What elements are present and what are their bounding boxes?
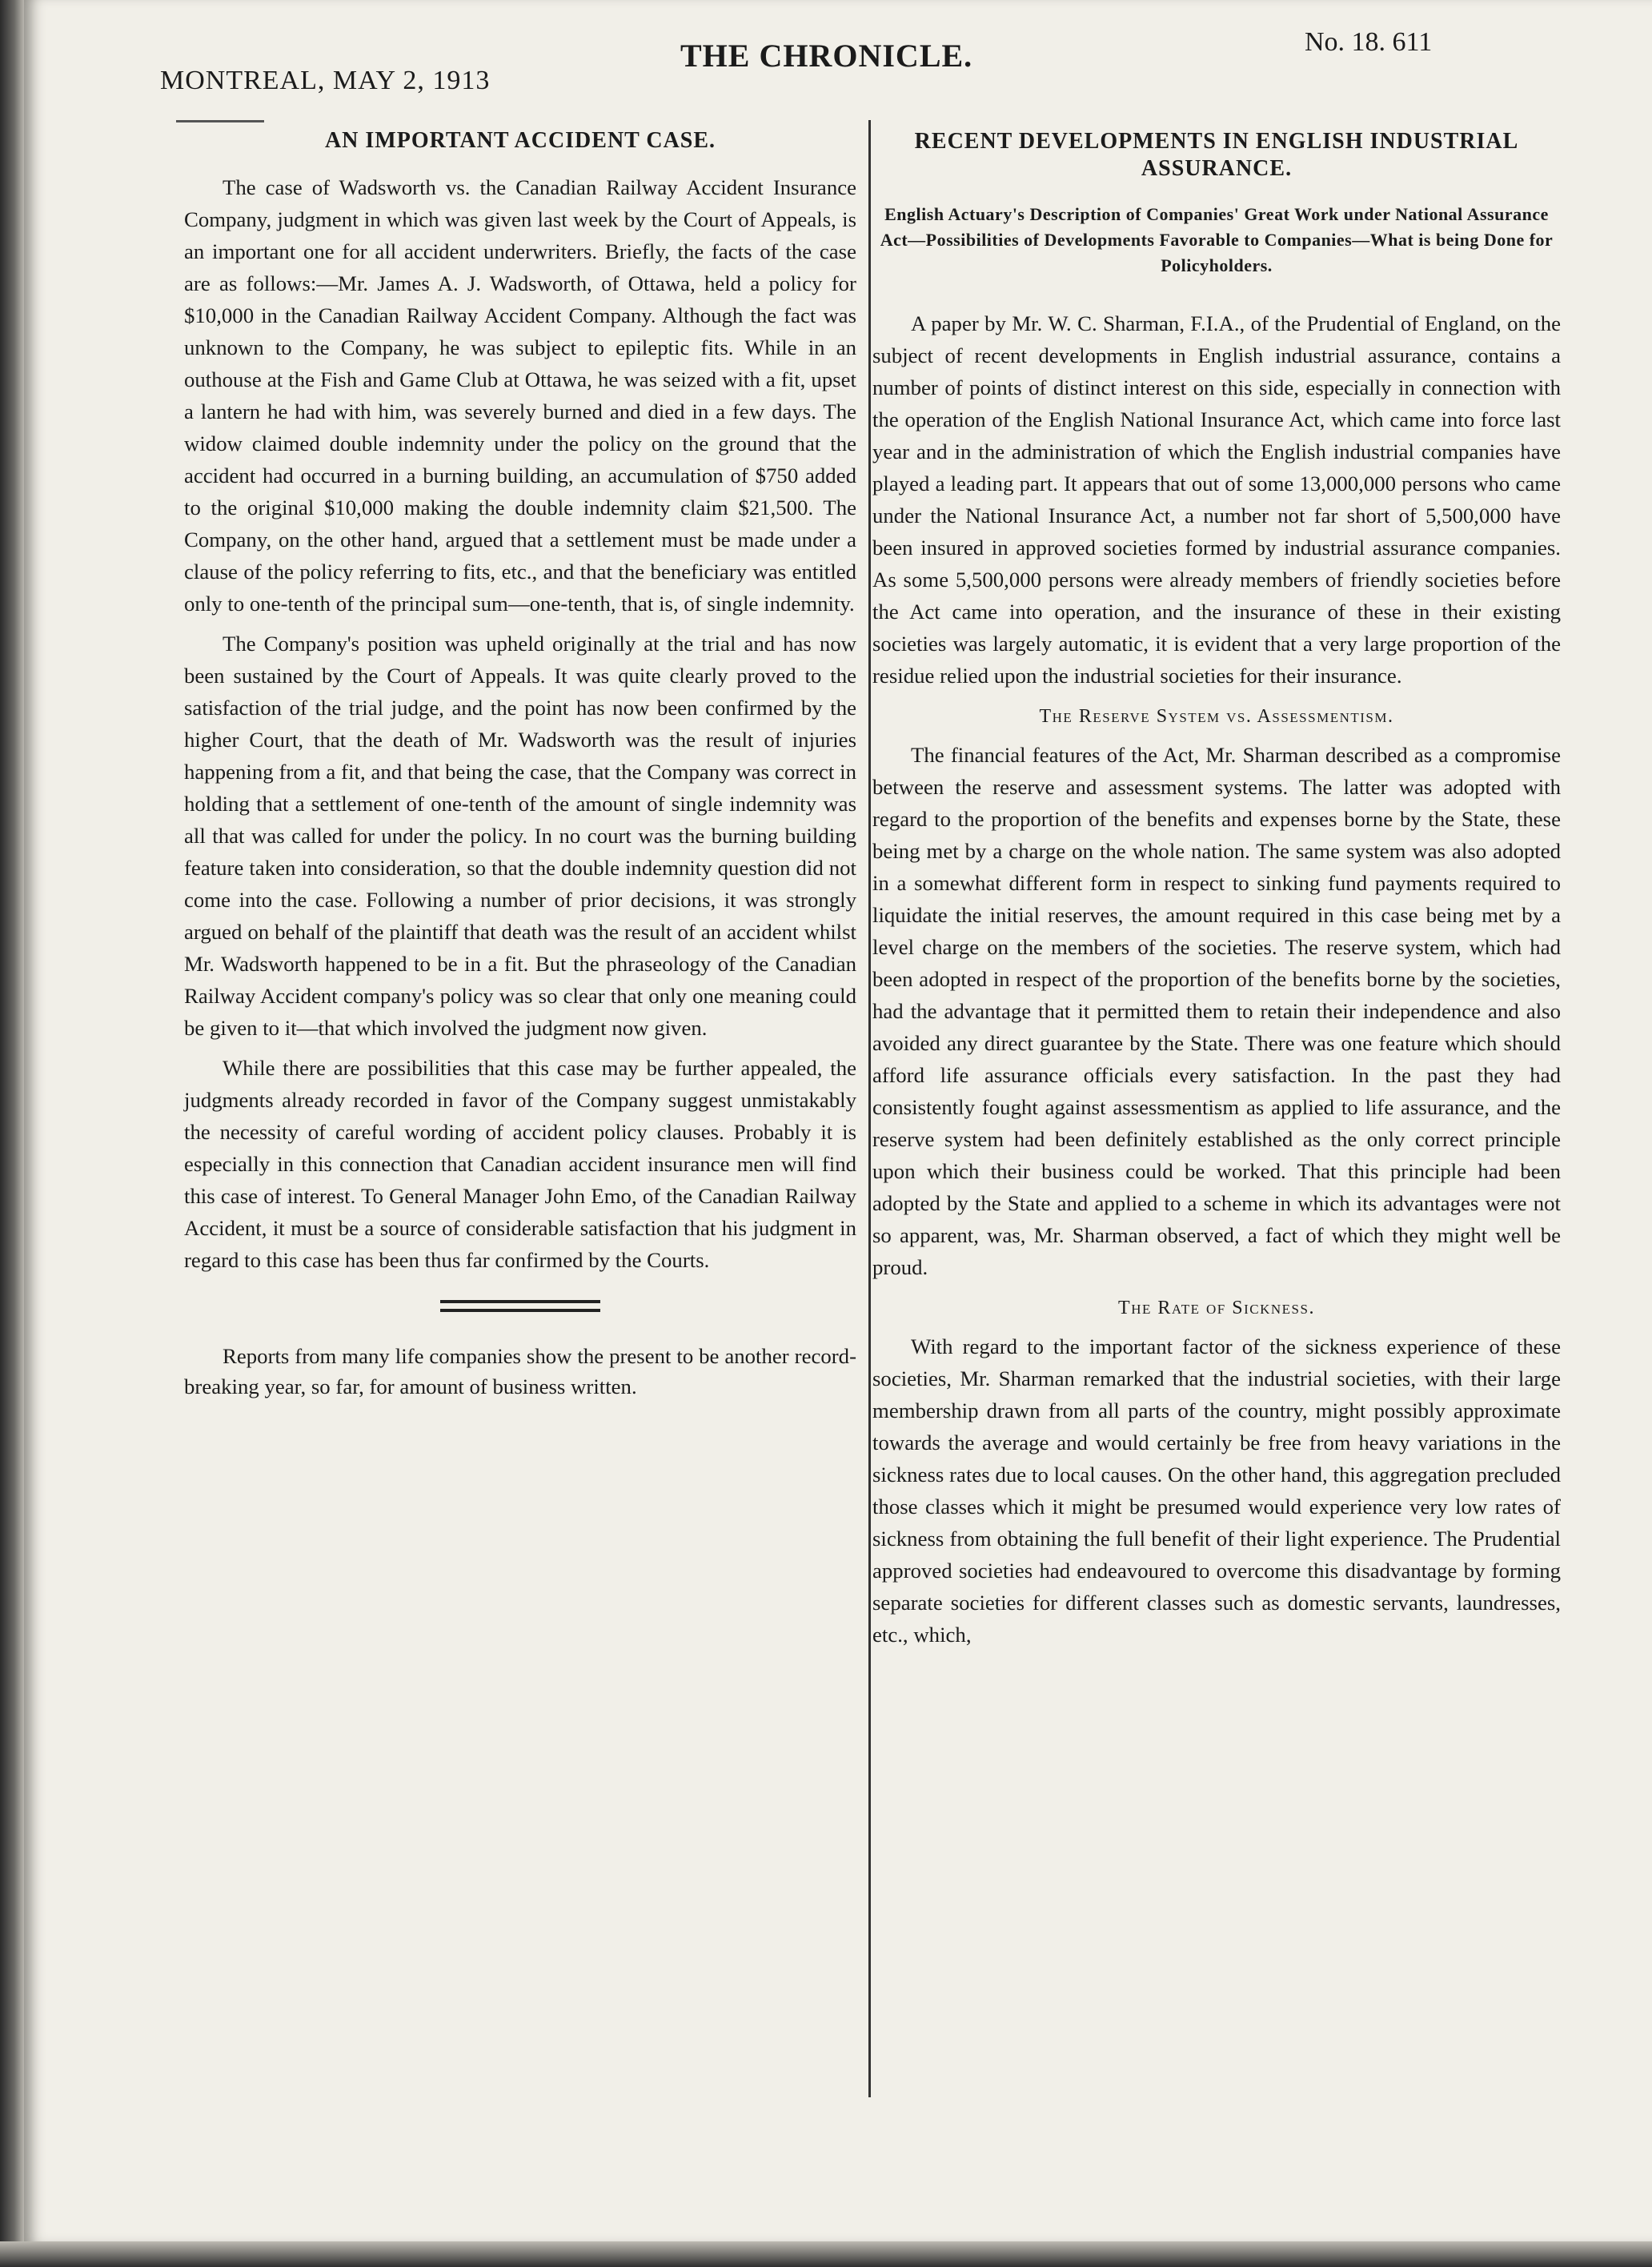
column-divider — [868, 120, 871, 2097]
right-section1-paragraph: The financial features of the Act, Mr. Sharman described as a compromise between the reserve and assessment systems. The latter was adopted with regard to the proportion of the benefits and expenses borne by the State, these being met by a charge on the whole nation. The same system was also adopted in a somewhat different form in respect to sinking fund payments required to liquidate the initial reserves, the amount required in this case being met by a level charge on the members of the societies. The reserve system, which had been adopted in respect of the proportion of the benefits borne by the societies, had the advantage that it permitted them to retain their independence and also avoided any direct guarantee by the State. There was one feature which should afford life assurance officials every satisfaction. In the past they had consistently fought against assessmentism as applied to life assurance, and the reserve system had been definitely established as the only correct principle upon which their business could be worked. That this principle had been adopted by the State and applied to a scheme in which its advantages were not so apparent, was, Mr. Sharman observed, a fact of which they might well be proud. — [872, 743, 1561, 1279]
newspaper-page — [24, 0, 1652, 2241]
right-section2-paragraph: With regard to the important factor of the sickness experience of these societies, Mr. Sharman remarked that the industrial societies, with their large membership drawn from all parts of the country, might possibly approximate towards the average and would certainly be free from heavy variations in the sickness rates due to local causes. On the other hand, this aggregation precluded those classes which it might be presumed would experience very low rates of sickness from obtaining the full benefit of their light experience. The Prudential approved societies had endeavoured to overcome this disadvantage by forming separate societies for different classes such as domestic servants, laundresses, etc., which, — [872, 1334, 1561, 1647]
scan-left-edge — [0, 0, 24, 2267]
double-rule-divider — [440, 1300, 600, 1312]
issue-page-number: No. 18. 611 — [1305, 27, 1433, 57]
right-article-title: RECENT DEVELOPMENTS IN ENGLISH INDUSTRIAL ASSURANCE. — [914, 129, 1519, 181]
section-head-rate-of-sickness: The Rate of Sickness. — [1118, 1298, 1315, 1318]
left-article-title: AN IMPORTANT ACCIDENT CASE. — [324, 128, 716, 153]
left-note: Reports from many life companies show the present to be another record-breaking year, so far, for amount of business written. — [184, 1344, 856, 1398]
scan-bottom-edge — [0, 2241, 1652, 2267]
right-article-subtitle: English Actuary's Description of Companies' Great Work under National Assurance Act—Possibilities of Developments Favorable to Companies—What is being Done for Policyholders. — [880, 204, 1554, 275]
left-paragraph-2: The Company's position was upheld originally at the trial and has now been sustained by the Court of Appeals. It was quite clearly proved to the satisfaction of the trial judge, and the point has now been confirmed by the higher Court, that the death of Mr. Wadsworth was the result of injuries happening from a fit, and that being the case, that the Company was correct in holding that a settlement of one-tenth of the amount of single indemnity was all that was called for under the policy. In no court was the burning building feature taken into consideration, so that the double indemnity question did not come into the case. Following a number of prior decisions, it was strongly argued on behalf of the plaintiff that death was the result of an accident whilst Mr. Wadsworth happened to be in a fit. But the phraseology of the Canadian Railway Accident company's policy was so clear that only one meaning could be given to it—that which involved the judgment now given. — [184, 632, 856, 1040]
section-head-reserve-system: The Reserve System vs. Assessmentism. — [1039, 706, 1394, 727]
right-column — [872, 128, 1561, 1659]
page-header — [136, 27, 1641, 106]
left-paragraph-1: The case of Wadsworth vs. the Canadian Railway Accident Insurance Company, judgment in which was given last week by the Court of Appeals, is an important one for all accident underwriters. Briefly, the facts of the case are as follows:—Mr. James A. J. Wadsworth, of Ottawa, held a policy for $10,000 in the Canadian Railway Accident Company. Although the fact was unknown to the Company, he was subject to epileptic fits. While in an outhouse at the Fish and Game Club at Ottawa, he was seized with a fit, upset a lantern he had with him, was severely burned and died in a few days. The widow claimed double indemnity under the policy on the ground that the accident had occurred in a burning building, an accumulation of $750 added to the original $10,000 making the double indemnity claim $21,500. The Company, on the other hand, argued that a settlement must be made under a clause of the policy referring to fits, etc., and that the beneficiary was entitled only to one-tenth of the principal sum—one-tenth, that is, of single indemnity. — [184, 175, 856, 616]
left-column — [184, 128, 856, 1402]
left-paragraph-3: While there are possibilities that this case may be further appealed, the judgments already recorded in favor of the Company suggest unmistakably the necessity of careful wording of accident policy clauses. Probably it is especially in this connection that Canadian accident insurance men will find this case of interest. To General Manager John Emo, of the Canadian Railway Accident, it must be a source of considerable satisfaction that his judgment in regard to this case has been thus far confirmed by the Courts. — [184, 1056, 856, 1272]
right-intro-paragraph: A paper by Mr. W. C. Sharman, F.I.A., of the Prudential of England, on the subject of recent developments in English industrial assurance, contains a number of points of distinct interest on this side, especially in connection with the operation of the English National Insurance Act, which came into force last year and in the administration of which the English industrial companies have played a leading part. It appears that out of some 13,000,000 persons who came under the National Insurance Act, a number not far short of 5,500,000 have been insured in approved societies formed by industrial assurance companies. As some 5,500,000 persons were already members of friendly societies before the Act came into operation, and the insurance of these in their existing societies was largely automatic, it is evident that a very large proportion of the residue relied upon the industrial societies for their insurance. — [872, 311, 1561, 688]
journal-title: THE CHRONICLE. — [680, 38, 973, 74]
place-date: MONTREAL, MAY 2, 1913 — [160, 66, 491, 95]
header-rule — [176, 120, 264, 122]
